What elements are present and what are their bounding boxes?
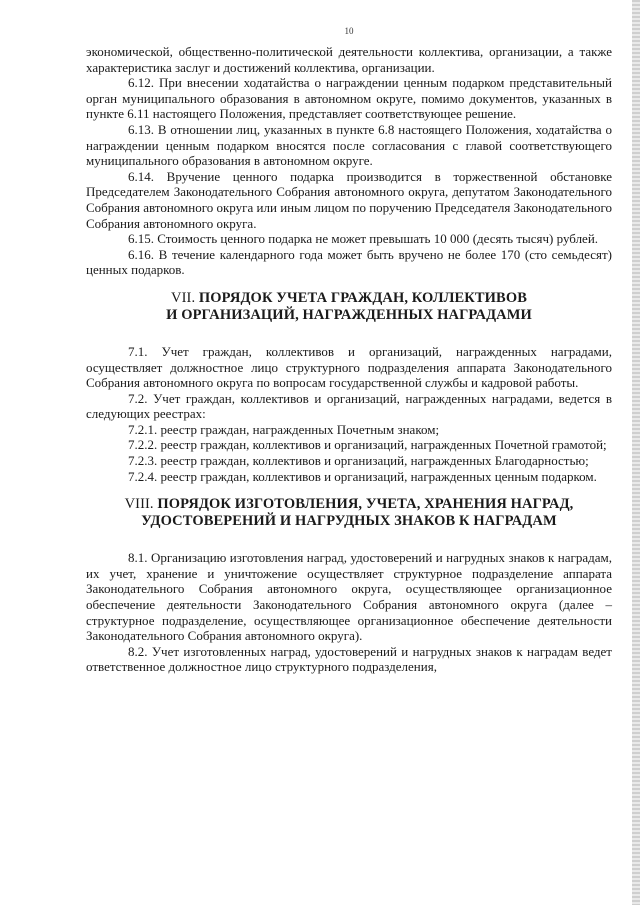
scan-edge-artifact — [632, 0, 640, 905]
document-body — [86, 44, 612, 675]
section-title-line-1: ПОРЯДОК УЧЕТА ГРАЖДАН, КОЛЛЕКТИВОВ — [198, 289, 527, 306]
section-heading — [86, 496, 612, 530]
section-title-line-2: И ОРГАНИЗАЦИЙ, НАГРАЖДЕННЫХ НАГРАДАМИ — [166, 306, 532, 323]
paragraph: 7.1. Учет граждан, коллективов и организаций, награжденных наградами, осуществляет должностное лицо структурного подразделения аппарата Законодательного Собрания автономного округа по вопросам государственной службы и кадровой работы. — [86, 343, 612, 391]
paragraph: 7.2.1. реестр граждан, награжденных Почетным знаком; — [128, 421, 440, 437]
section-heading — [86, 290, 612, 324]
paragraph: 7.2.2. реестр граждан, коллективов и организаций, награжденных Почетной грамотой; — [128, 437, 607, 453]
paragraph: 6.14. Вручение ценного подарка производится в торжественной обстановке Председателем Законодательного Собрания автономного округа, депутатом Законодательного Собрания автономного округа или иным лицом по поручению Председателя Законодательного Собрания автономного округа. — [86, 168, 612, 231]
paragraph: 7.2.3. реестр граждан, коллективов и организаций, награжденных Благодарностью; — [128, 453, 589, 469]
section-number: VII. — [171, 289, 196, 306]
paragraph: 7.2. Учет граждан, коллективов и организаций, награжденных наградами, ведется в следующих реестрах: — [86, 390, 612, 422]
page-number: 10 — [344, 26, 354, 36]
paragraph: 6.16. В течение календарного года может быть вручено не более 170 (сто семьдесят) ценных подарков. — [86, 246, 612, 278]
section-title-line-1: ПОРЯДОК ИЗГОТОВЛЕНИЯ, УЧЕТА, ХРАНЕНИЯ НАГРАД, — [157, 496, 574, 513]
paragraph: 6.15. Стоимость ценного подарка не может превышать 10 000 (десять тысяч) рублей. — [128, 231, 599, 247]
paragraph: 8.1. Организацию изготовления наград, удостоверений и нагрудных знаков к наградам, их учет, хранение и уничтожение осуществляет структурное подразделение аппарата Законодательного Собрания автономного округа, осуществляющее организационное обеспечение деятельности Законодательного Собрания автономного округа (далее – структурное подразделение, осуществляющее организационное обеспечение деятельности Законодательного Собрания автономного округа). — [86, 550, 612, 644]
paragraph: 6.12. При внесении ходатайства о награждении ценным подарком представительный орган муниципального образования в автономном округе, помимо документов, указанных в пункте 6.11 настоящего Положения, представляет соответствующее решение. — [86, 75, 612, 122]
section-number: VIII. — [124, 496, 154, 513]
paragraph: экономической, общественно-политической деятельности коллектива, организации, а также характеристика заслуг и достижений коллектива, организации. — [86, 44, 612, 75]
paragraph: 6.13. В отношении лиц, указанных в пункте 6.8 настоящего Положения, ходатайства о награждении ценным подарком вносятся после согласования с главой соответствующего муниципального образования в автономном округе. — [86, 121, 612, 169]
document-page — [86, 26, 612, 675]
paragraph: 7.2.4. реестр граждан, коллективов и организаций, награжденных ценным подарком. — [128, 468, 597, 484]
section-title-line-2: УДОСТОВЕРЕНИЙ И НАГРУДНЫХ ЗНАКОВ К НАГРАДАМ — [141, 513, 557, 530]
paragraph: 8.2. Учет изготовленных наград, удостоверений и нагрудных знаков к наградам ведет ответственное должностное лицо структурного подразделения, — [86, 643, 612, 675]
